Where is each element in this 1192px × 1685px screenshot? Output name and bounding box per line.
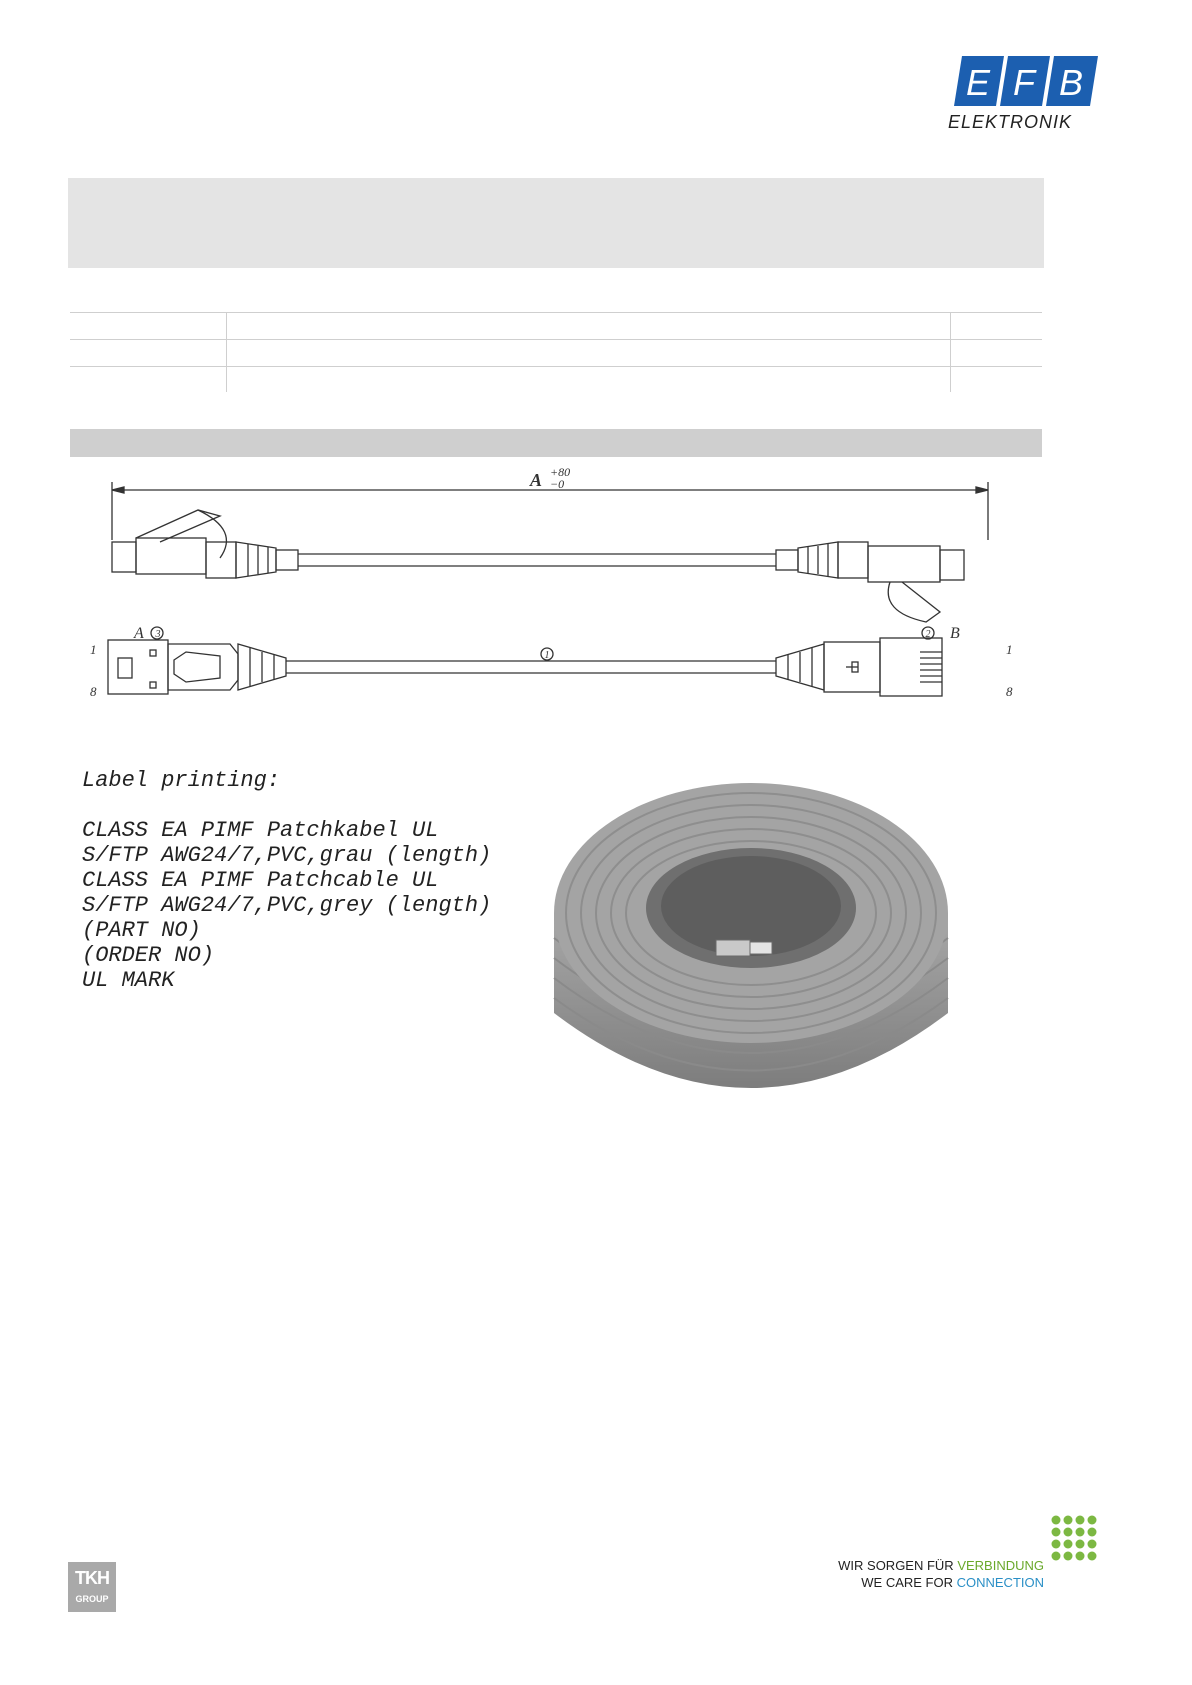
label-line: S/FTP AWG24/7,PVC,grey (length)	[82, 893, 492, 918]
slogan-en-prefix: WE CARE FOR	[861, 1575, 957, 1590]
logo-letter-b: B	[1058, 62, 1084, 103]
label-line: (ORDER NO)	[82, 943, 215, 968]
tkh-logo-text: TKH	[75, 1568, 109, 1588]
company-slogan	[838, 1557, 1044, 1591]
pin-8-left: 8	[90, 684, 97, 699]
label-line: CLASS EA PIMF Patchkabel UL	[82, 818, 439, 843]
efb-logo	[948, 50, 1108, 132]
pin-1-right: 1	[1006, 642, 1013, 657]
label-printing	[82, 768, 522, 993]
label-line: CLASS EA PIMF Patchcable UL	[82, 868, 439, 893]
title-box	[68, 178, 1044, 268]
dot-grid-logo	[1048, 1512, 1104, 1568]
label-line: (PART NO)	[82, 918, 201, 943]
cable-coil-photo	[546, 768, 956, 1128]
table-column-divider	[226, 312, 227, 392]
cable-side-view	[112, 510, 964, 622]
logo-wordmark: ELEKTRONIK	[948, 112, 1073, 132]
table-column-divider	[950, 312, 951, 392]
table-rule	[70, 312, 1042, 313]
table-rule	[70, 339, 1042, 340]
tkh-group-logo	[68, 1562, 116, 1612]
info-table	[70, 312, 1042, 392]
section-header-bar	[70, 429, 1042, 457]
cable-technical-drawing	[90, 462, 1030, 712]
end-a-label: A	[134, 625, 144, 642]
end-b-label: B	[950, 625, 960, 642]
part-number-3: 3	[155, 629, 161, 640]
slogan-en-highlight: CONNECTION	[956, 1575, 1044, 1590]
table-rule	[70, 366, 1042, 367]
part-number-1: 1	[544, 650, 550, 661]
cable-top-view	[108, 638, 942, 696]
pin-1-left: 1	[90, 642, 97, 657]
efb-logo-mark	[948, 50, 1108, 112]
label-line: S/FTP AWG24/7,PVC,grau (length)	[82, 843, 492, 868]
dimension-label: A	[530, 470, 543, 490]
pin-8-right: 8	[1006, 684, 1013, 699]
part-number-2: 2	[925, 629, 931, 640]
logo-letter-e: E	[965, 62, 991, 103]
label-line: UL MARK	[82, 968, 175, 993]
tolerance-minus: −0	[550, 477, 565, 491]
slogan-de-highlight: VERBINDUNG	[957, 1558, 1044, 1573]
tkh-group-text: GROUP	[75, 1594, 109, 1604]
label-printing-title: Label printing:	[82, 768, 281, 793]
tolerance-plus: +80	[550, 465, 571, 479]
logo-letter-f: F	[1013, 62, 1035, 103]
slogan-de-prefix: WIR SORGEN FÜR	[838, 1558, 958, 1573]
